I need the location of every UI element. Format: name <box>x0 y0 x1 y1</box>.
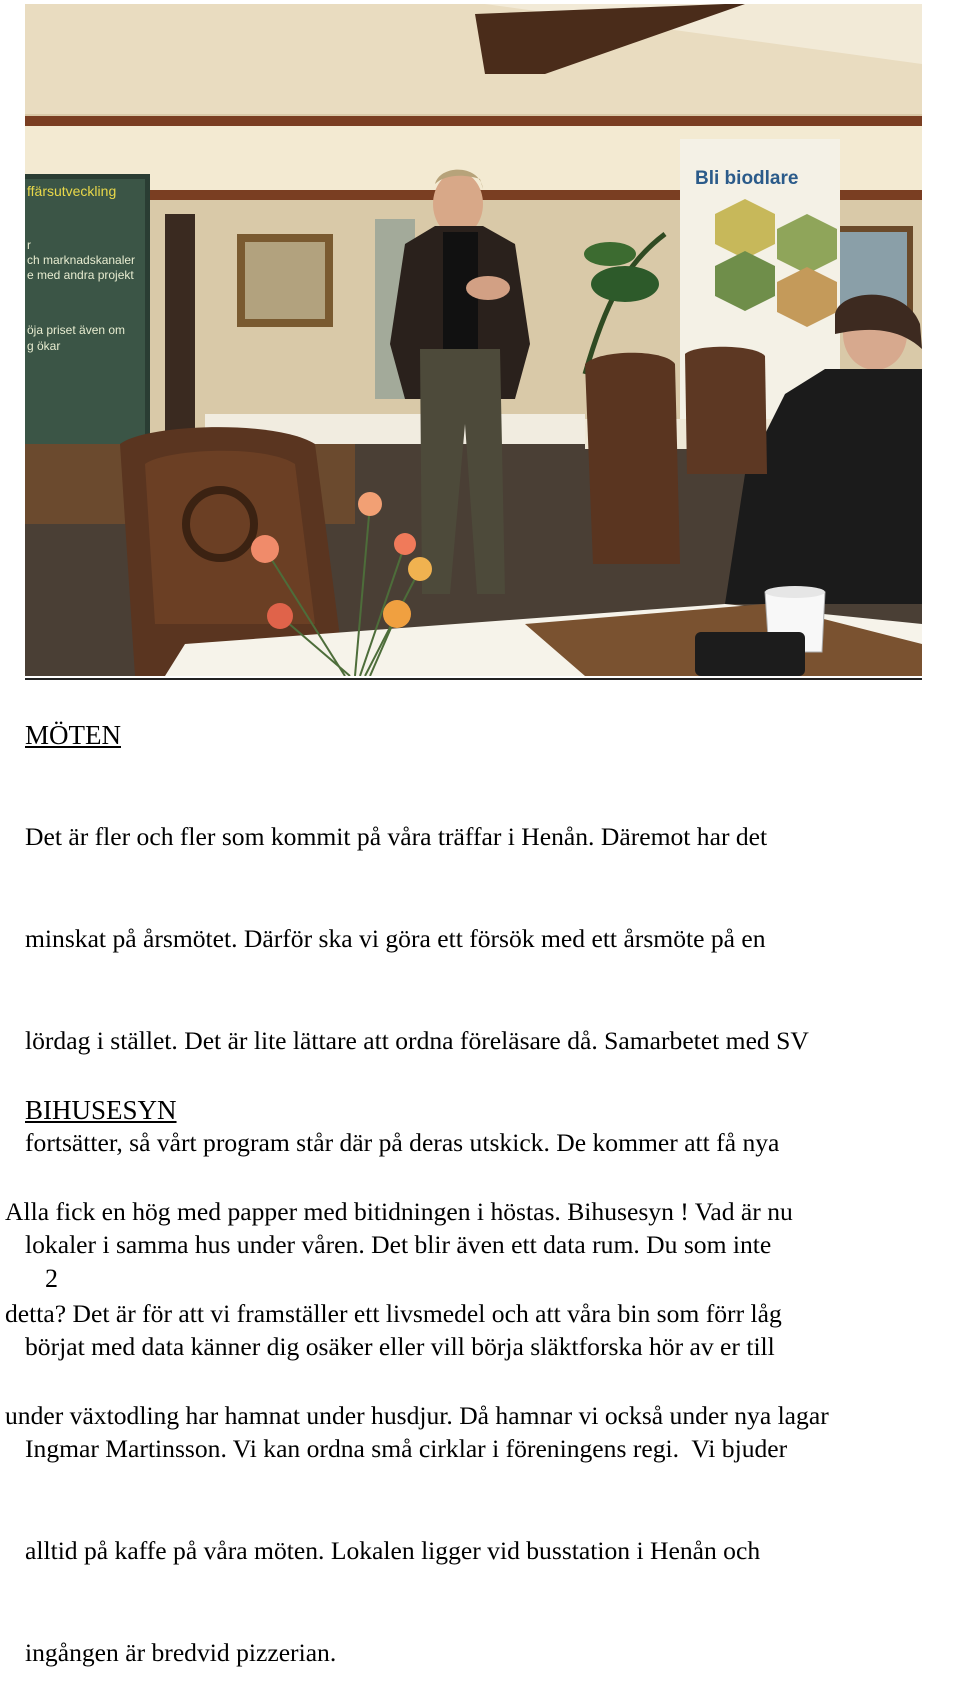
page-number: 2 <box>45 1264 58 1293</box>
body-line: detta? Det är för att vi framställer ett livsmedel och att våra bin som förr låg <box>5 1299 782 1328</box>
body-line: Ingmar Martinsson. Vi kan ordna små cirklar i föreningens regi. Vi bjuder <box>25 1434 788 1463</box>
body-line: ingången är bredvid pizzerian. <box>25 1638 337 1667</box>
slide-line: öja priset även om <box>27 323 126 337</box>
body-line: under växtodling har hamnat under husdjur. Då hamnar vi också under nya lagar <box>5 1401 829 1430</box>
photo-divider <box>25 678 922 680</box>
section-body-bihusesyn <box>5 1127 829 1467</box>
body-line: alltid på kaffe på våra möten. Lokalen ligger vid busstation i Henån och <box>25 1536 761 1565</box>
body-line: minskat på årsmötet. Därför ska vi göra ett försök med ett årsmöte på en <box>25 924 766 953</box>
slide-line: e med andra projekt <box>27 268 134 282</box>
meeting-photo <box>25 4 922 676</box>
slide-line: ch marknadskanaler <box>27 253 136 267</box>
body-line: lokaler i samma hus under våren. Det blir även ett data rum. Du som inte <box>25 1230 772 1259</box>
banner-title: Bli biodlare <box>695 168 799 189</box>
body-line: fortsätter, så vårt program står där på deras utskick. De kommer att få nya <box>25 1128 780 1157</box>
section-heading-moten: MÖTEN <box>25 720 121 750</box>
slide-line: r <box>27 238 31 252</box>
body-line: lördag i stället. Det är lite lättare att ordna föreläsare då. Samarbetet med SV <box>25 1026 809 1055</box>
section-heading-bihusesyn: BIHUSESYN <box>25 1095 177 1125</box>
slide-line: g ökar <box>27 339 61 353</box>
body-line: Alla fick en hög med papper med bitidningen i höstas. Bihusesyn ! Vad är nu <box>5 1197 793 1226</box>
slide-title: ffärsutveckling <box>27 183 117 199</box>
body-line: Det är fler och fler som kommit på våra träffar i Henån. Däremot har det <box>25 822 768 851</box>
body-line: börjat med data känner dig osäker eller vill börja släktforska hör av er till <box>25 1332 775 1361</box>
